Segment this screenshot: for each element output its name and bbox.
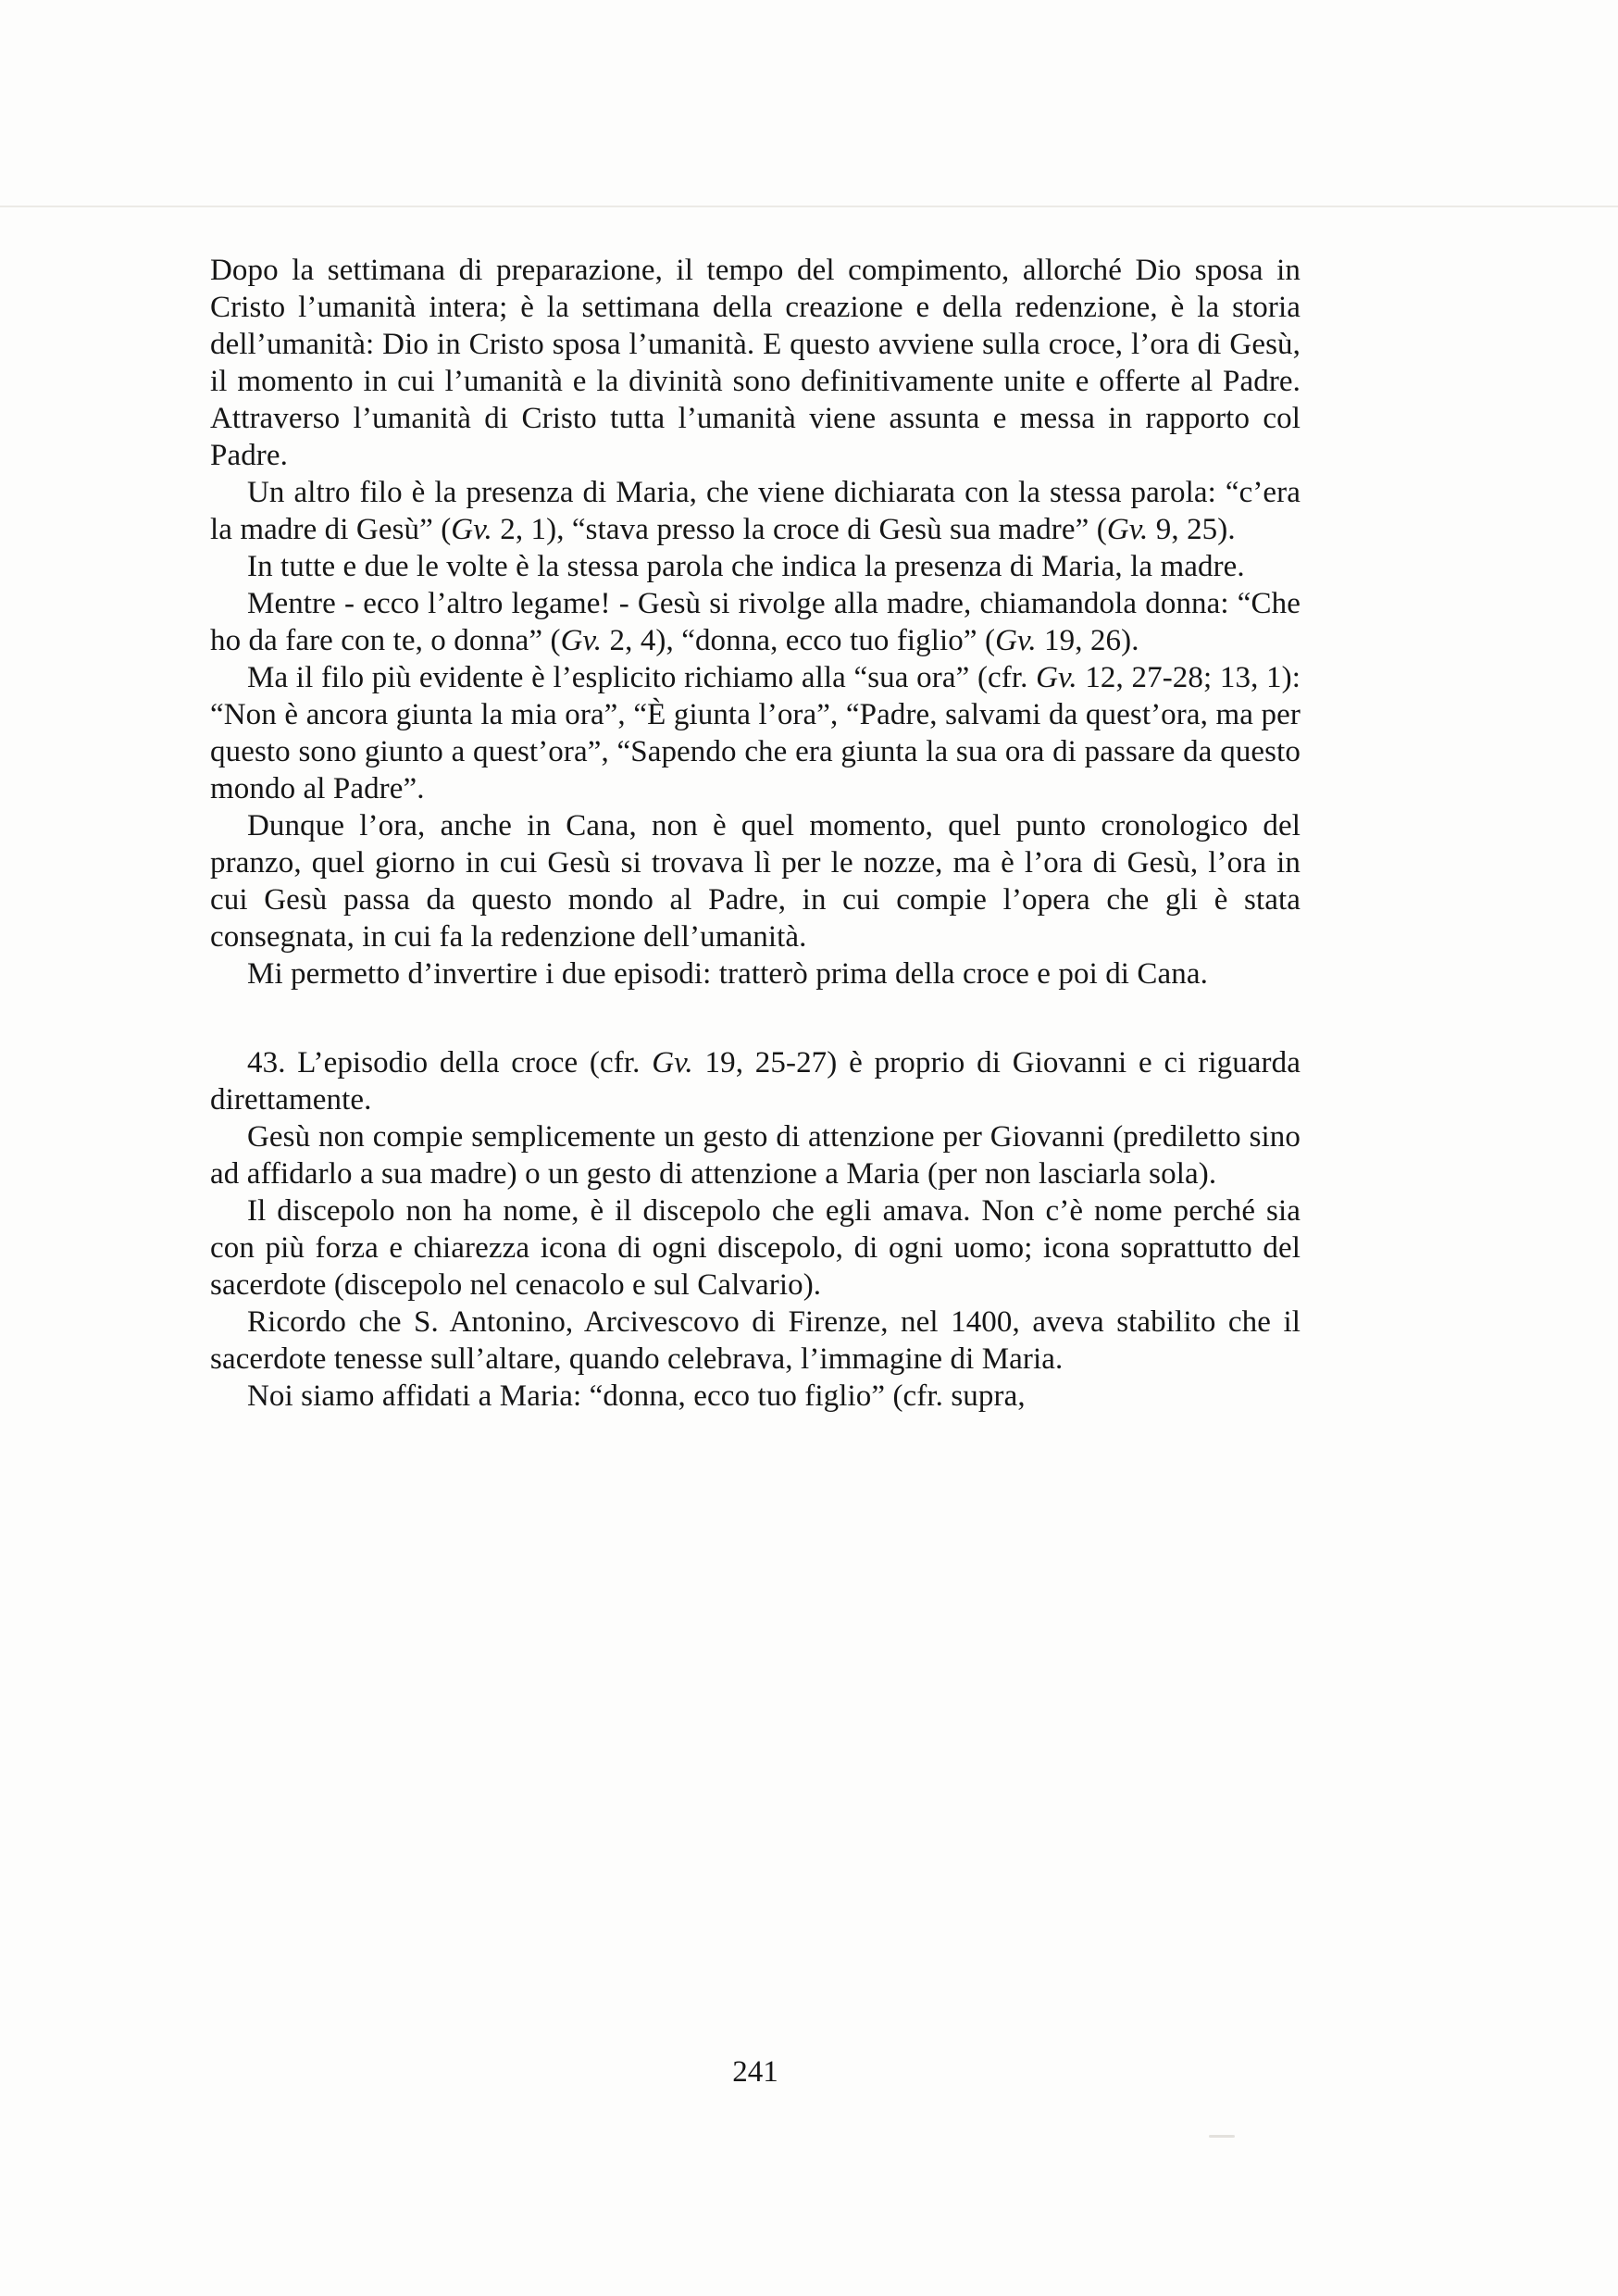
paragraph-12 bbox=[210, 1378, 1301, 1415]
text-run: Dunque l’ora, anche in Cana, non è quel momento, quel punto cronologico del pranzo, quel giorno in cui Gesù si trovava lì per le nozze, ma è l’ora di Gesù, l’ora in cui Gesù passa da questo mondo al Padre, in cui compie l’opera che gli è stata consegnata, in cui fa la redenzione dell’umanità. bbox=[210, 809, 1301, 954]
text-run: 9, 25). bbox=[1148, 513, 1236, 546]
paragraph-4 bbox=[210, 585, 1301, 659]
paragraph-9 bbox=[210, 1118, 1301, 1192]
scripture-ref: Gv. bbox=[1106, 513, 1149, 546]
text-run: In tutte e due le volte è la stessa parola che indica la presenza di Maria, la madre. bbox=[247, 550, 1245, 583]
text-run: 19, 25-27) è proprio di Giovanni e ci riguarda direttamente. bbox=[210, 1046, 1301, 1117]
paragraph-5 bbox=[210, 659, 1301, 807]
scan-artifact-dash bbox=[1209, 2135, 1235, 2138]
scripture-ref: Gv. bbox=[560, 624, 603, 657]
text-run: Mi permetto d’invertire i due episodi: tratterò prima della croce e poi di Cana. bbox=[247, 957, 1208, 991]
text-run: Il discepolo non ha nome, è il discepolo che egli amava. Non c’è nome perché sia con più forza e chiarezza icona di ogni discepolo, di ogni uomo; icona soprattutto del sacerdote (discepolo nel cenacolo e sul Calvario). bbox=[210, 1194, 1301, 1302]
paragraph-6 bbox=[210, 807, 1301, 955]
scan-artifact-line bbox=[0, 206, 1618, 207]
page-text bbox=[210, 252, 1301, 1415]
scripture-ref: Gv. bbox=[652, 1046, 693, 1079]
text-run: Gesù non compie semplicemente un gesto di attenzione per Giovanni (prediletto sino ad affidarlo a sua madre) o un gesto di attenzione a Maria (per non lasciarla sola). bbox=[210, 1120, 1301, 1191]
paragraph-11 bbox=[210, 1304, 1301, 1378]
text-run: 2, 4), “donna, ecco tuo figlio” ( bbox=[602, 624, 996, 657]
paragraph-10 bbox=[210, 1192, 1301, 1304]
text-run: 2, 1), “stava presso la croce di Gesù sua madre” ( bbox=[492, 513, 1107, 546]
text-run: Ricordo che S. Antonino, Arcivescovo di Firenze, nel 1400, aveva stabilito che il sacerdote tenesse sull’altare, quando celebrava, l’immagine di Maria. bbox=[210, 1305, 1301, 1376]
scripture-ref: Gv. bbox=[1036, 661, 1077, 694]
paragraph-3 bbox=[210, 548, 1301, 585]
text-run: Dopo la settimana di preparazione, il tempo del compimento, allorché Dio sposa in Cristo l’umanità intera; è la settimana della creazione e della redenzione, è la storia dell’umanità: Dio in Cristo sposa l’umanità. E questo avviene sulla croce, l’ora di Gesù, il momento in cui l’umanità e la divinità sono definitivamente unite e offerte al Padre. Attraverso l’umanità di Cristo tutta l’umanità viene assunta e messa in rapporto col Padre. bbox=[210, 254, 1301, 472]
paragraph-1 bbox=[210, 252, 1301, 474]
page-number: 241 bbox=[732, 2055, 778, 2089]
paragraph-2 bbox=[210, 474, 1301, 548]
text-run: Ma il filo più evidente è l’esplicito richiamo alla “sua ora” (cfr. bbox=[247, 661, 1037, 694]
text-run: 19, 26). bbox=[1036, 624, 1139, 657]
paragraph-7 bbox=[210, 955, 1301, 992]
text-run: Noi siamo affidati a Maria: “donna, ecco tuo figlio” (cfr. supra, bbox=[247, 1379, 1026, 1413]
text-run: Mentre - ecco l’altro legame! - Gesù si rivolge alla madre, chiamandola donna: “Che ho da fare con te, o donna” ( bbox=[210, 587, 1301, 657]
text-run: Un altro filo è la presenza di Maria, che viene dichiarata con la stessa parola: “c’era la madre di Gesù” ( bbox=[210, 476, 1301, 546]
paragraph-8 bbox=[210, 1044, 1301, 1118]
scripture-ref: Gv. bbox=[995, 624, 1037, 657]
text-run: 12, 27-28; 13, 1): “Non è ancora giunta la mia ora”, “È giunta l’ora”, “Padre, salvami da quest’ora, ma per questo sono giunto a quest’ora”, “Sapendo che era giunta la sua ora di passare da questo mondo al Padre”. bbox=[210, 661, 1301, 805]
text-run: 43. L’episodio della croce (cfr. bbox=[247, 1046, 653, 1079]
scripture-ref: Gv. bbox=[451, 513, 492, 546]
